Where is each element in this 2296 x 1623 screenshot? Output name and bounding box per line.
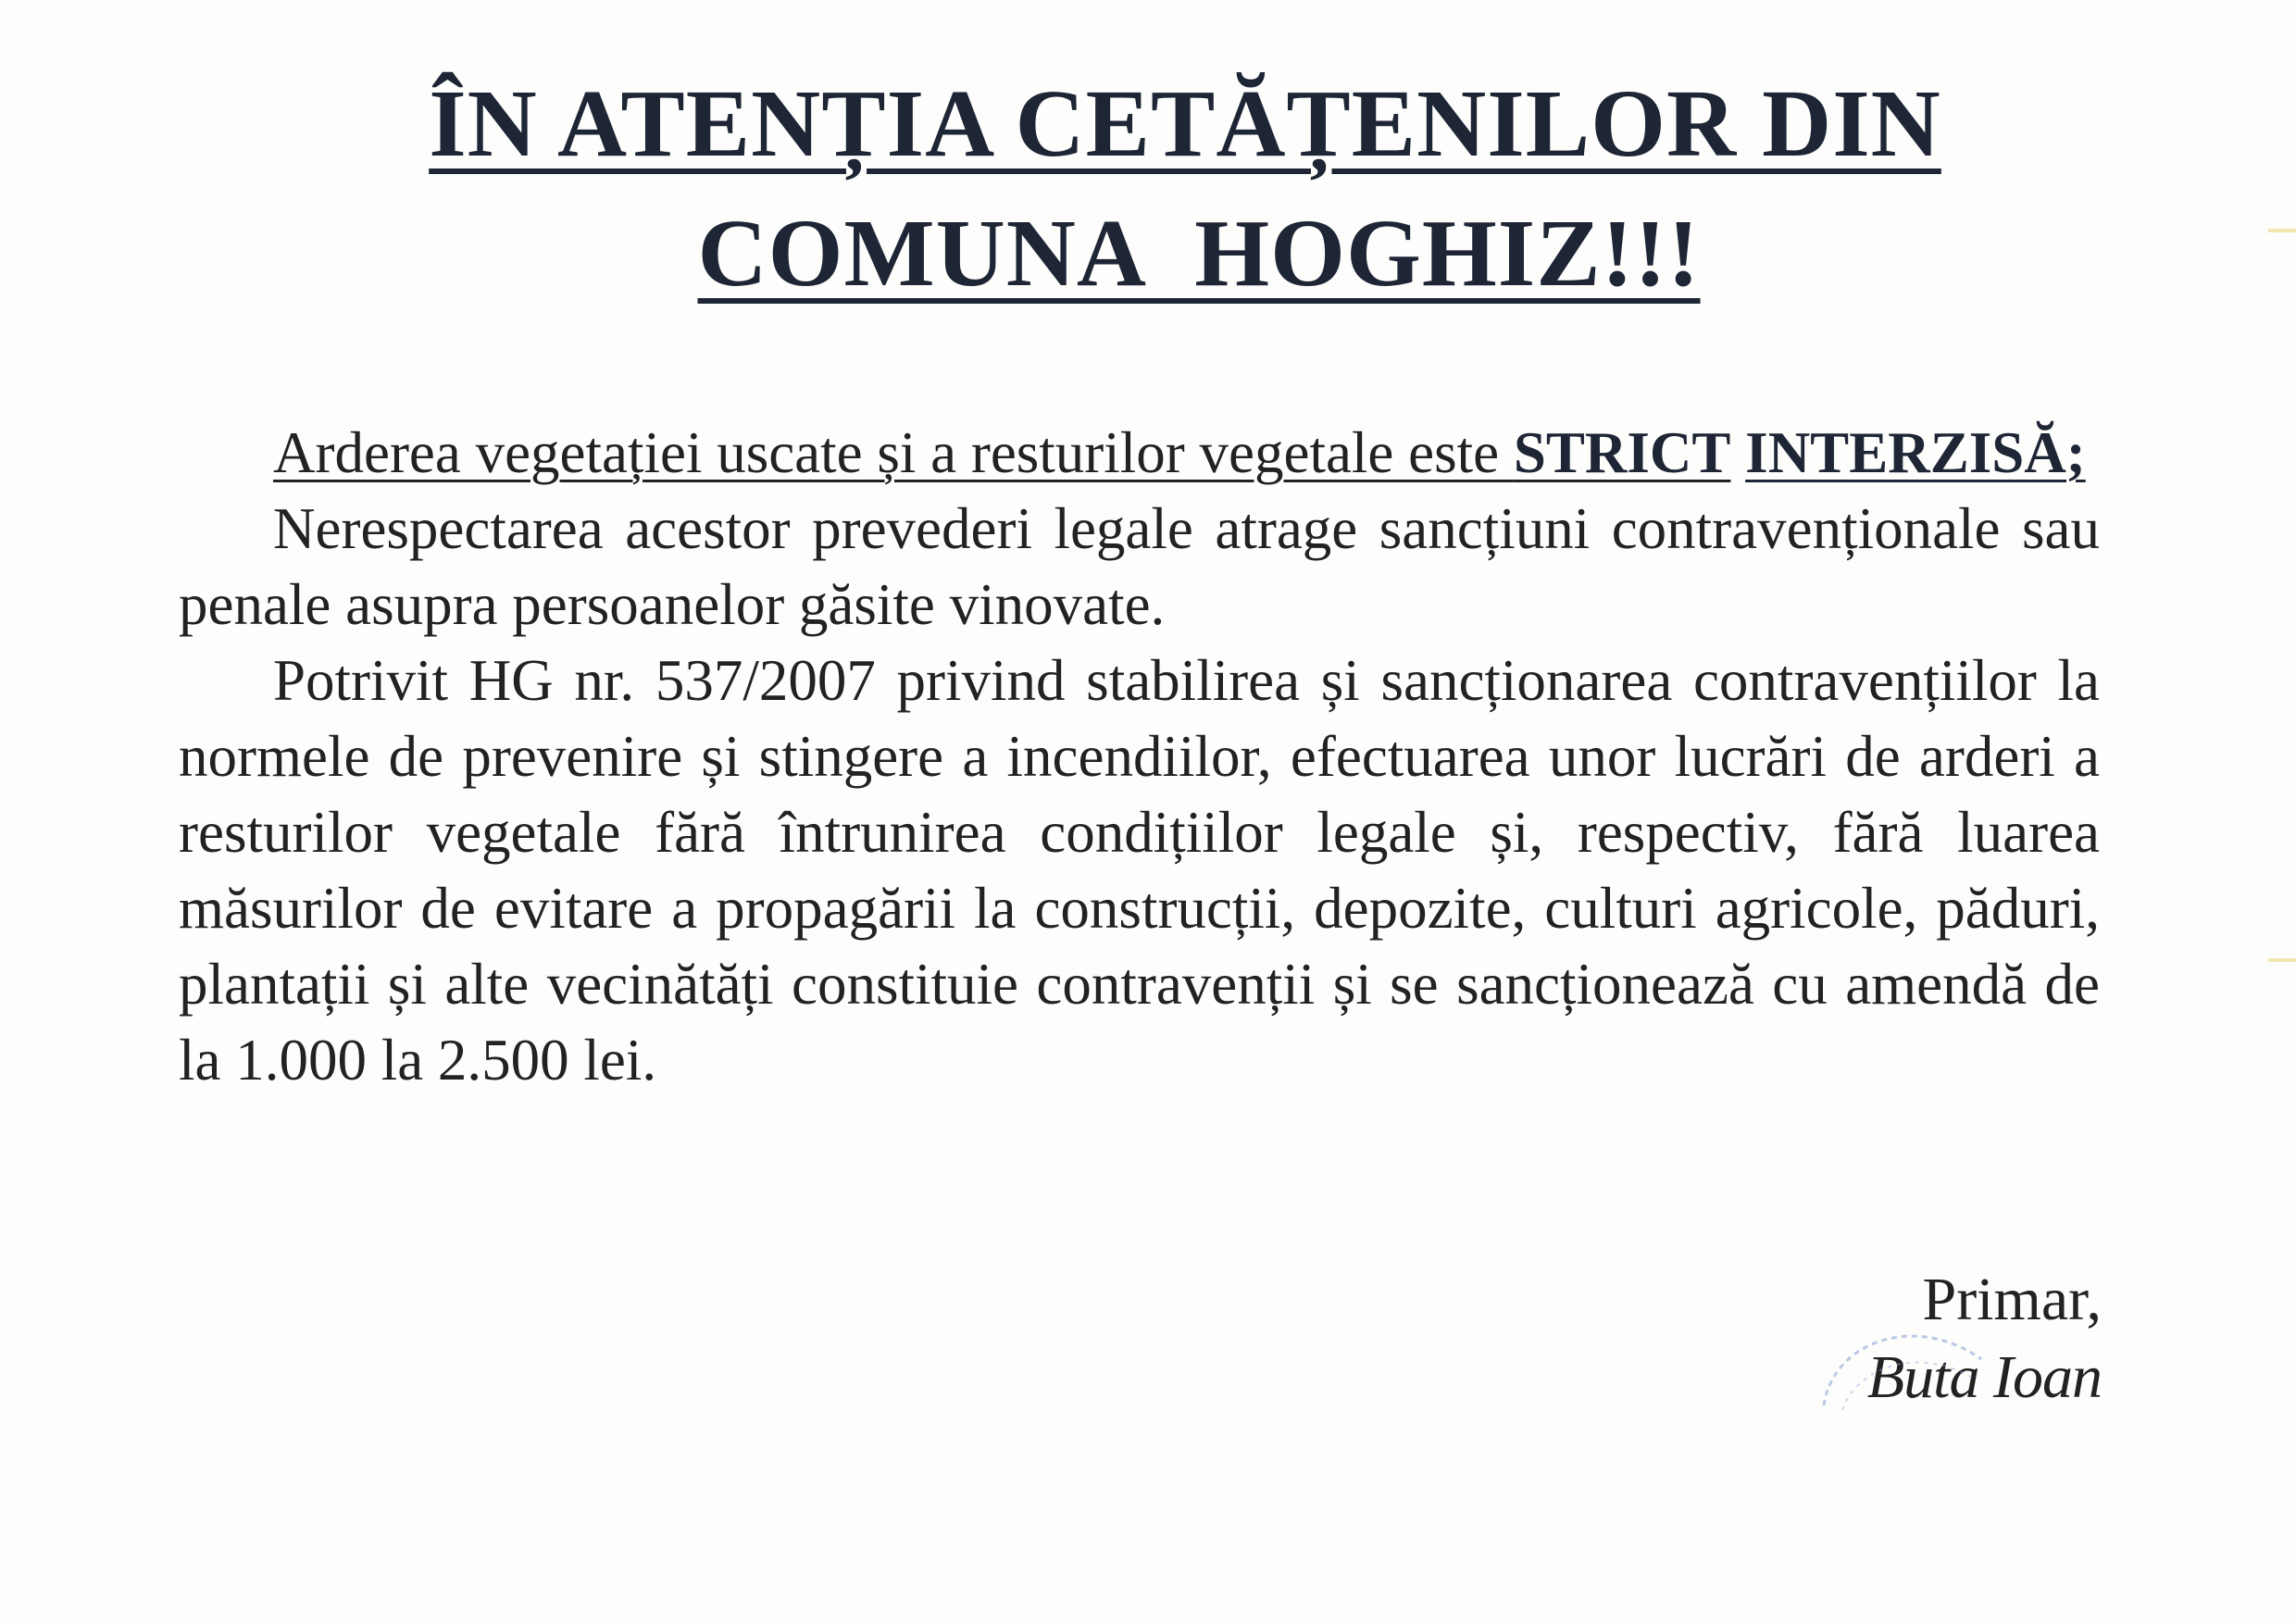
title-line-1: ÎN ATENȚIA CETĂȚENILOR DIN — [429, 70, 1941, 177]
signature-block — [1867, 1261, 2102, 1417]
notice-title — [0, 70, 2296, 306]
prohibition-text: Arderea vegetației uscate și a resturilor vegetale este STRICT — [273, 420, 1731, 485]
paragraph-sanctions: Nerespectarea acestor prevederi legale atrage sancțiuni contravenționale sau penale asupra persoanelor găsite vinovate. — [179, 496, 2100, 637]
scan-artifact — [2268, 229, 2296, 232]
signature-role: Primar, — [1922, 1266, 2102, 1333]
paragraph-prohibition — [179, 415, 2100, 491]
signature-name: Buta Ioan — [1866, 1343, 2102, 1411]
scan-artifact — [2268, 958, 2296, 962]
title-line-2: COMUNA HOGHIZ!!! — [697, 200, 1701, 306]
notice-body — [179, 415, 2100, 1098]
paragraph-legal-basis: Potrivit HG nr. 537/2007 privind stabilirea și sancționarea contravențiilor la normele de prevenire și stingere a incendiilor, efectuarea unor lucrări de arderi a resturilor vegetale fără întrunirea condițiilor legale și, respectiv, fără luarea măsurilor de evitare a propagării la construcții, depozite, culturi agricole, păduri, plantații și alte vecinătăți constituie contravenții și se sancționează cu amendă de la 1.000 la 2.500 lei. — [179, 648, 2100, 1092]
interzisa-label: INTERZISĂ; — [1745, 420, 2086, 485]
strict-label: STRICT — [1513, 420, 1731, 485]
